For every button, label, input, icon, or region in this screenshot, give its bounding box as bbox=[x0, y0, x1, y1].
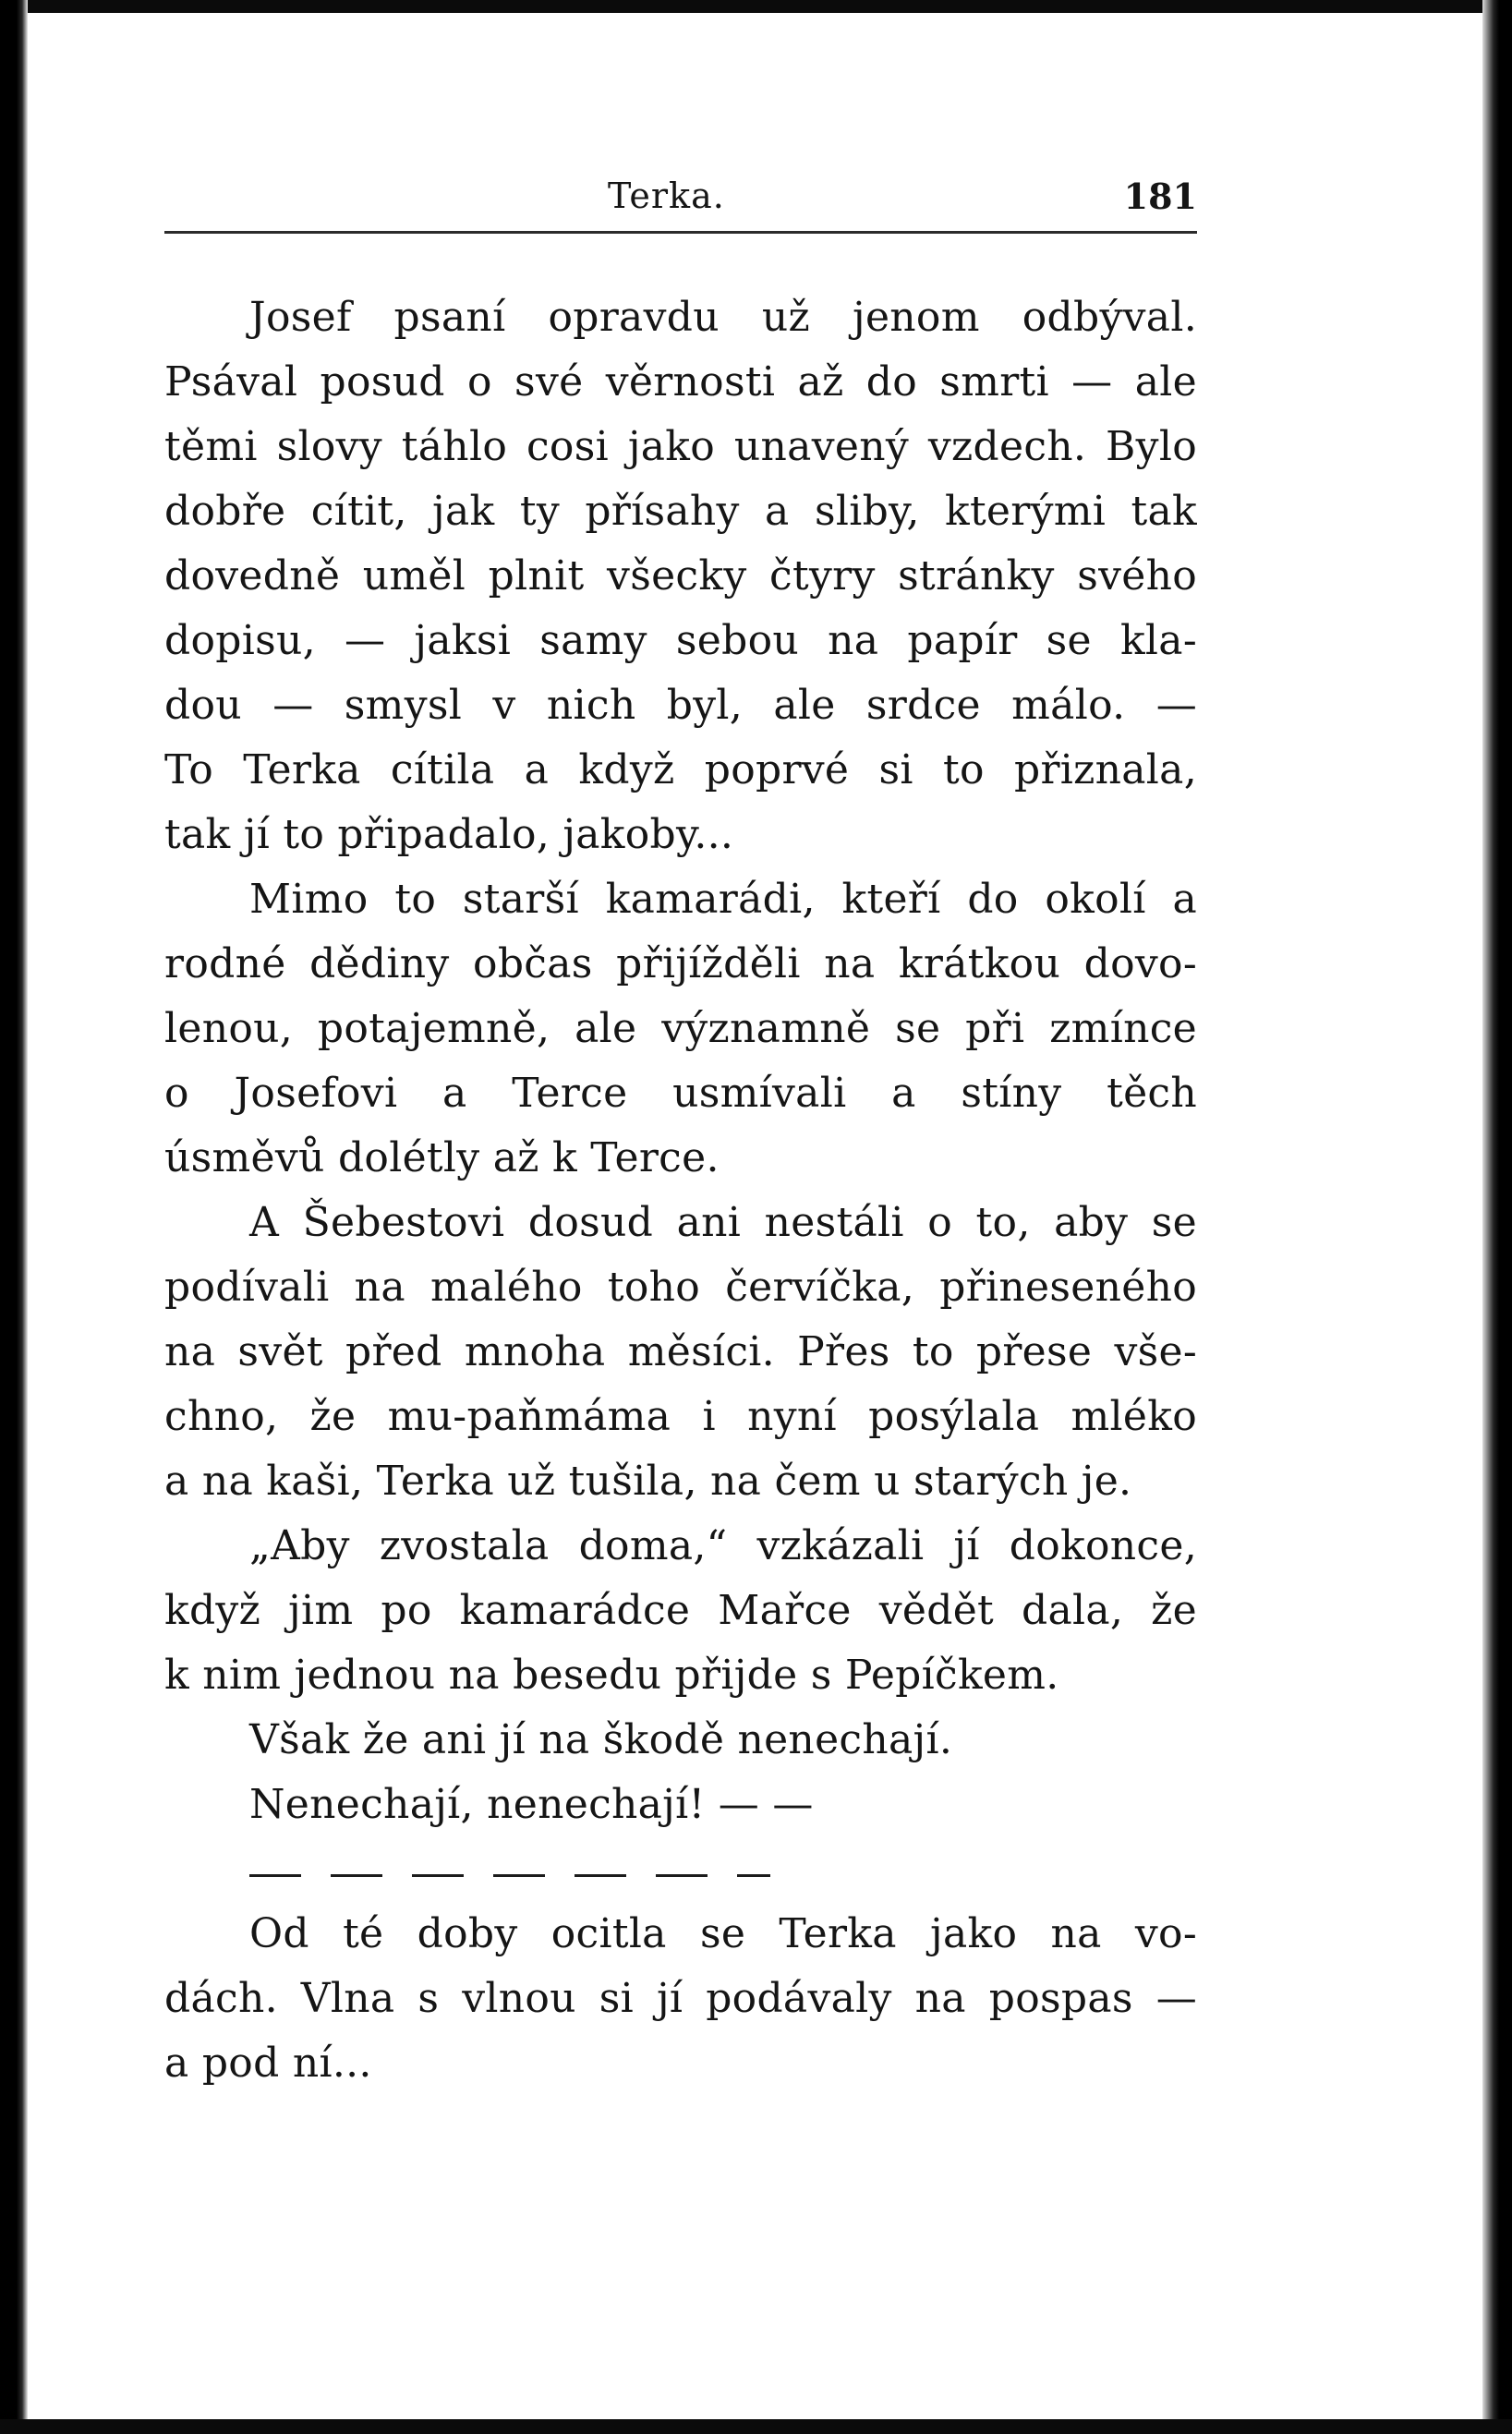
book-page bbox=[164, 166, 1197, 2096]
paragraph bbox=[164, 867, 1197, 1191]
text-line: dách. Vlna s vlnou si jí podávaly na pospas — bbox=[164, 1975, 1197, 2022]
text-line: Psával posud o své věrnosti až do smrti — ale bbox=[164, 358, 1197, 406]
text-line: dopisu, — jaksi samy sebou na papír se kla- bbox=[164, 617, 1197, 664]
separator-dash bbox=[249, 1874, 301, 1877]
scan-edge-right bbox=[1482, 0, 1512, 2434]
text-line: chno, že mu-paňmáma i nyní posýlala mléko bbox=[164, 1393, 1197, 1440]
page-number: 181 bbox=[1123, 176, 1197, 217]
separator-dash bbox=[331, 1874, 382, 1877]
text-line: když jim po kamarádce Mařce vědět dala, že bbox=[164, 1587, 1197, 1634]
page-header bbox=[164, 166, 1197, 234]
text-line: A Šebestovi dosud ani nestáli o to, aby se bbox=[249, 1199, 1197, 1246]
paragraph bbox=[164, 1191, 1197, 1514]
paragraph bbox=[164, 285, 1197, 867]
text-line: o Josefovi a Terce usmívali a stíny těch bbox=[164, 1070, 1197, 1117]
paragraph bbox=[164, 1514, 1197, 1708]
scan-edge-bottom bbox=[0, 2419, 1512, 2434]
text-line: To Terka cítila a když poprvé si to přiznala, bbox=[164, 746, 1197, 793]
running-title: Terka. bbox=[608, 176, 725, 216]
text-line: Josef psaní opravdu už jenom odbýval. bbox=[249, 294, 1197, 341]
text-line: „Aby zvostala doma,“ vzkázali jí dokonce, bbox=[249, 1522, 1197, 1569]
text-line: k nim jednou na besedu přijde s Pepíčkem. bbox=[164, 1652, 1059, 1699]
scan-edge-left bbox=[0, 0, 28, 2434]
text-line: Nenechají, nenechají! — — bbox=[249, 1781, 814, 1828]
text-line: podívali na malého toho červíčka, přineseného bbox=[164, 1264, 1197, 1311]
scan-edge-top bbox=[0, 0, 1512, 13]
text-line: rodné dědiny občas přijížděli na krátkou dovo- bbox=[164, 940, 1197, 987]
text-line: a pod ní... bbox=[164, 2040, 372, 2087]
separator-dash bbox=[412, 1874, 464, 1877]
text-line: Od té doby ocitla se Terka jako na vo- bbox=[249, 1910, 1197, 1957]
text-line: tak jí to připadalo, jakoby... bbox=[164, 811, 734, 858]
text-line: Však že ani jí na škodě nenechají. bbox=[249, 1716, 953, 1763]
text-line: dou — smysl v nich byl, ale srdce málo. — bbox=[164, 682, 1197, 729]
paragraph bbox=[164, 1773, 1197, 1837]
text-line: úsměvů dolétly až k Terce. bbox=[164, 1134, 720, 1181]
paragraph bbox=[164, 1708, 1197, 1773]
separator-dash bbox=[737, 1874, 770, 1877]
text-line: na svět před mnoha měsíci. Přes to přese vše- bbox=[164, 1328, 1197, 1375]
paragraph bbox=[164, 1902, 1197, 2096]
separator-dash bbox=[575, 1874, 626, 1877]
body-text bbox=[164, 285, 1197, 2096]
text-line: těmi slovy táhlo cosi jako unavený vzdech. Bylo bbox=[164, 423, 1197, 470]
text-line: lenou, potajemně, ale významně se při zmínce bbox=[164, 1005, 1197, 1052]
separator-dash bbox=[656, 1874, 708, 1877]
text-line: dovedně uměl plnit všecky čtyry stránky svého bbox=[164, 552, 1197, 599]
separator-dash bbox=[493, 1874, 545, 1877]
text-line: dobře cítit, jak ty přísahy a sliby, kterými tak bbox=[164, 488, 1197, 535]
text-line: Mimo to starší kamarádi, kteří do okolí a bbox=[249, 876, 1197, 923]
text-line: a na kaši, Terka už tušila, na čem u starých je. bbox=[164, 1458, 1132, 1505]
section-separator bbox=[164, 1837, 1197, 1902]
